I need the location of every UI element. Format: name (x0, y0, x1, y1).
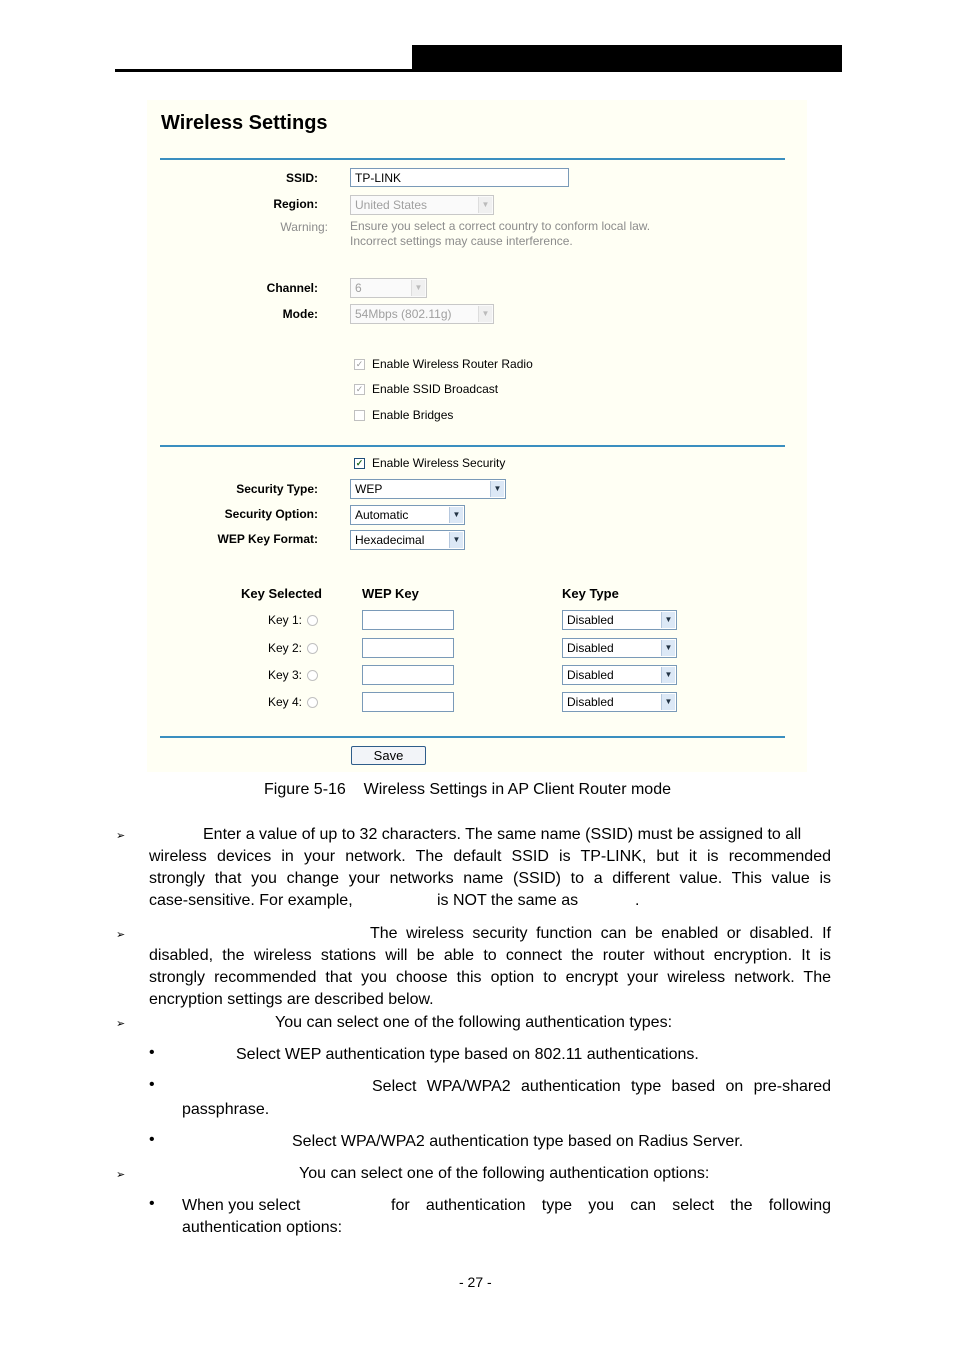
panel-title: Wireless Settings (161, 112, 328, 134)
channel-label: Channel: (266, 281, 318, 295)
region-select[interactable] (350, 195, 494, 215)
header-bar (412, 45, 842, 72)
checkbox-wireless-security[interactable]: ✓ (355, 458, 364, 468)
dot-bullet-icon: • (149, 1131, 155, 1148)
ssid-label: SSID: (285, 171, 318, 185)
key-4-label: Key 4: (268, 695, 303, 709)
key-3-input[interactable] (362, 665, 454, 685)
wep-key-format-value: Hexadecimal (355, 533, 425, 547)
dot-bullet-icon: • (149, 1195, 155, 1212)
key-2-input[interactable] (362, 638, 454, 658)
para-security-line-2: disabled, the wireless stations will be able to connect the router without encryption. It is (149, 947, 831, 964)
bullet-when-select-line-2: authentication options: (182, 1219, 343, 1236)
chevron-down-icon: ▼ (449, 532, 463, 548)
checkbox-label-wireless-security: Enable Wireless Security (372, 456, 506, 470)
para-ssid-line-4b: is NOT the same as (437, 892, 579, 909)
key-2-type-select[interactable] (562, 638, 677, 658)
chevron-down-icon: ▼ (661, 640, 675, 656)
mode-label: Mode: (282, 307, 318, 321)
para-ssid-line-2: wireless devices in your network. The default SSID is TP-LINK, but it is recommended (149, 848, 831, 865)
chevron-down-icon: ▼ (411, 280, 425, 296)
bullet-wpa-radius: Select WPA/WPA2 authentication type based on Radius Server. (292, 1133, 744, 1150)
bullet-wep: Select WEP authentication type based on 802.11 authentications. (236, 1046, 699, 1063)
key-4-type-value: Disabled (567, 695, 614, 709)
key-3-radio[interactable] (307, 670, 318, 681)
bullet-when-select-a: When you select (182, 1197, 301, 1214)
region-value: United States (355, 198, 428, 212)
key-2-type-value: Disabled (567, 641, 614, 655)
key-3-type-value: Disabled (567, 668, 614, 682)
para-security-line-3: strongly recommended that you choose this option to encrypt your wireless network. The (149, 969, 831, 986)
region-label: Region: (273, 197, 318, 211)
divider-bottom (160, 736, 785, 738)
key-4-input[interactable] (362, 692, 454, 712)
checkbox-label-ssid-broadcast: Enable SSID Broadcast (372, 382, 499, 396)
channel-value: 6 (355, 281, 362, 295)
bullet-when-select-b: for authentication type you can select the following (391, 1197, 831, 1214)
mode-value: 54Mbps (802.11g) (355, 307, 452, 321)
ssid-input[interactable] (350, 168, 569, 187)
dot-bullet-icon: • (149, 1076, 155, 1093)
key-1-radio[interactable] (307, 615, 318, 626)
dot-bullet-icon: • (149, 1044, 155, 1061)
chevron-down-icon: ▼ (661, 612, 675, 628)
arrow-bullet-icon: ➢ (116, 830, 126, 842)
security-option-label: Security Option: (224, 507, 318, 521)
page-number: - 27 - (459, 1274, 492, 1290)
chevron-down-icon: ▼ (478, 306, 492, 322)
para-security-line-1: The wireless security function can be enabled or disabled. If (370, 925, 831, 942)
key-2-radio[interactable] (307, 643, 318, 654)
para-ssid-line-1: Enter a value of up to 32 characters. The same name (SSID) must be assigned to all (203, 826, 802, 843)
warning-label: Warning: (280, 220, 328, 234)
divider-top (160, 158, 785, 160)
column-key-selected: Key Selected (241, 586, 322, 601)
para-ssid-line-4a: case-sensitive. For example, (149, 892, 353, 909)
key-1-label: Key 1: (268, 613, 303, 627)
para-security-line-4: encryption settings are described below. (149, 991, 434, 1008)
mode-select[interactable] (350, 304, 494, 324)
key-4-type-select[interactable] (562, 692, 677, 712)
bullet-wpa-psk-line-2: passphrase. (182, 1101, 270, 1118)
wep-key-format-select[interactable] (350, 530, 465, 550)
key-2-label: Key 2: (268, 641, 303, 655)
key-3-type-select[interactable] (562, 665, 677, 685)
warning-line-2: Incorrect settings may cause interference. (350, 234, 573, 248)
key-1-type-select[interactable] (562, 610, 677, 630)
divider-middle (160, 445, 785, 447)
checkbox-ssid-broadcast[interactable]: ✓ (355, 384, 364, 394)
chevron-down-icon: ▼ (478, 197, 492, 213)
key-4-radio[interactable] (307, 697, 318, 708)
save-button[interactable]: Save (351, 746, 426, 765)
checkbox-wireless-radio[interactable]: ✓ (355, 359, 364, 369)
header-rule (115, 69, 415, 72)
arrow-bullet-icon: ➢ (116, 1169, 126, 1181)
figure-caption: Figure 5-16 Wireless Settings in AP Client Router mode (264, 781, 671, 798)
para-ssid-line-3: strongly that you change your networks name (SSID) to a different value. This value is (149, 870, 831, 887)
column-wep-key: WEP Key (362, 586, 419, 601)
chevron-down-icon: ▼ (661, 667, 675, 683)
key-1-type-value: Disabled (567, 613, 614, 627)
security-type-select[interactable] (350, 479, 506, 499)
column-key-type: Key Type (562, 586, 619, 601)
security-type-value: WEP (355, 482, 383, 496)
security-option-value: Automatic (355, 508, 409, 522)
key-1-input[interactable] (362, 610, 454, 630)
checkbox-label-wireless-radio: Enable Wireless Router Radio (372, 357, 533, 371)
warning-line-1: Ensure you select a correct country to conform local law. (350, 219, 651, 233)
wep-key-format-label: WEP Key Format: (217, 532, 318, 546)
chevron-down-icon: ▼ (490, 481, 504, 497)
para-security-type: You can select one of the following authentication types: (275, 1014, 673, 1031)
para-security-option: You can select one of the following authentication options: (299, 1165, 710, 1182)
security-type-label: Security Type: (236, 482, 318, 496)
key-3-label: Key 3: (268, 668, 303, 682)
security-option-select[interactable] (350, 505, 465, 525)
checkbox-label-bridges: Enable Bridges (372, 408, 454, 422)
chevron-down-icon: ▼ (449, 507, 463, 523)
bullet-wpa-psk-line-1: Select WPA/WPA2 authentication type based on pre-shared (372, 1078, 831, 1095)
arrow-bullet-icon: ➢ (116, 1018, 126, 1030)
chevron-down-icon: ▼ (661, 694, 675, 710)
checkbox-bridges[interactable] (354, 410, 365, 421)
para-ssid-line-4c: . (635, 892, 640, 909)
channel-select[interactable] (350, 278, 427, 298)
arrow-bullet-icon: ➢ (116, 929, 126, 941)
